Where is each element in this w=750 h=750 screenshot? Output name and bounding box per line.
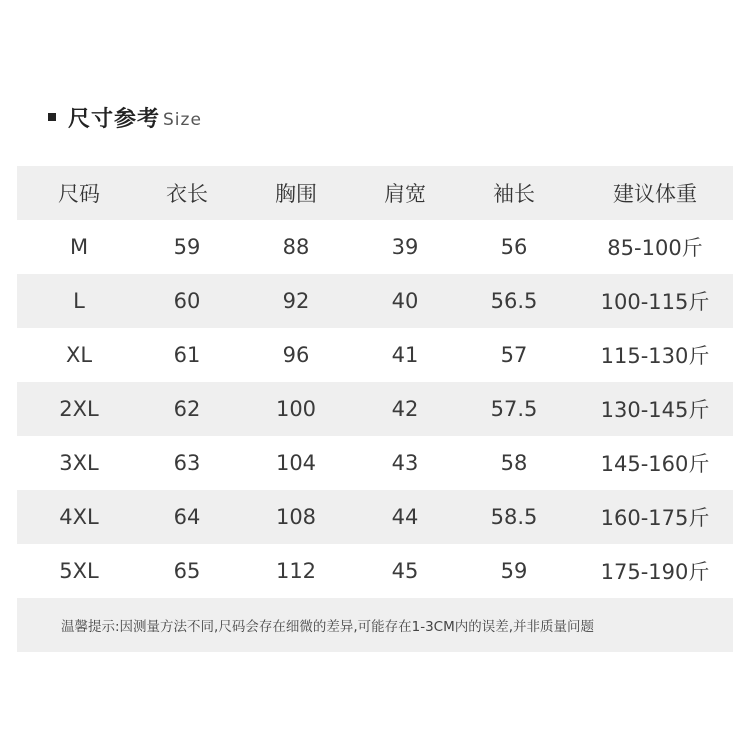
shoulder-cell: 43 [391,451,419,475]
weight-cell: 160-175斤 [600,506,710,530]
header-sleeve: 袖长 [493,182,535,206]
size-cell: L [73,289,85,313]
section-heading [48,100,202,134]
table-row [17,328,733,382]
sleeve-cell: 57.5 [490,397,538,421]
shoulder-cell: 41 [391,343,419,367]
chest-cell: 104 [275,451,317,475]
length-cell: 63 [173,451,201,475]
length-cell: 60 [173,289,201,313]
sleeve-cell: 58 [500,451,528,475]
header-weight: 建议体重 [613,182,697,206]
chest-cell: 92 [282,289,310,313]
square-bullet-icon [48,113,56,121]
shoulder-cell: 42 [391,397,419,421]
length-cell: 61 [173,343,201,367]
heading-title-en: Size [163,109,202,130]
length-cell: 59 [173,235,201,259]
header-chest: 胸围 [275,182,317,206]
table-row [17,544,733,598]
size-cell: 5XL [59,559,99,583]
size-cell: 3XL [59,451,99,475]
weight-cell: 175-190斤 [600,560,710,584]
table-row [17,436,733,490]
table-row [17,490,733,544]
header-shoulder: 肩宽 [384,182,426,206]
header-length: 衣长 [166,182,208,206]
weight-cell: 145-160斤 [600,452,710,476]
chest-cell: 108 [275,505,317,529]
table-row [17,382,733,436]
weight-cell: 85-100斤 [607,236,703,260]
sleeve-cell: 58.5 [490,505,538,529]
chest-cell: 88 [282,235,310,259]
sleeve-cell: 59 [500,559,528,583]
chest-cell: 96 [282,343,310,367]
size-cell: XL [65,343,93,367]
weight-cell: 115-130斤 [600,344,710,368]
size-cell: 4XL [59,505,99,529]
table-row [17,220,733,274]
shoulder-cell: 44 [391,505,419,529]
header-size: 尺码 [58,182,100,206]
chest-cell: 100 [275,397,317,421]
length-cell: 62 [173,397,201,421]
heading-title-cn: 尺寸参考 [68,106,161,132]
shoulder-cell: 39 [391,235,419,259]
table-header-row [17,166,733,220]
sleeve-cell: 56.5 [490,289,538,313]
weight-cell: 100-115斤 [600,290,710,314]
table-row [17,274,733,328]
shoulder-cell: 45 [391,559,419,583]
sleeve-cell: 57 [500,343,528,367]
shoulder-cell: 40 [391,289,419,313]
size-cell: M [69,235,89,259]
size-table [17,166,733,652]
sleeve-cell: 56 [500,235,528,259]
length-cell: 64 [173,505,201,529]
chest-cell: 112 [275,559,317,583]
weight-cell: 130-145斤 [600,398,710,422]
size-cell: 2XL [59,397,99,421]
length-cell: 65 [173,559,201,583]
measurement-note: 温馨提示:因测量方法不同,尺码会存在细微的差异,可能存在1-3CM内的误差,并非质量问题 [17,598,733,652]
